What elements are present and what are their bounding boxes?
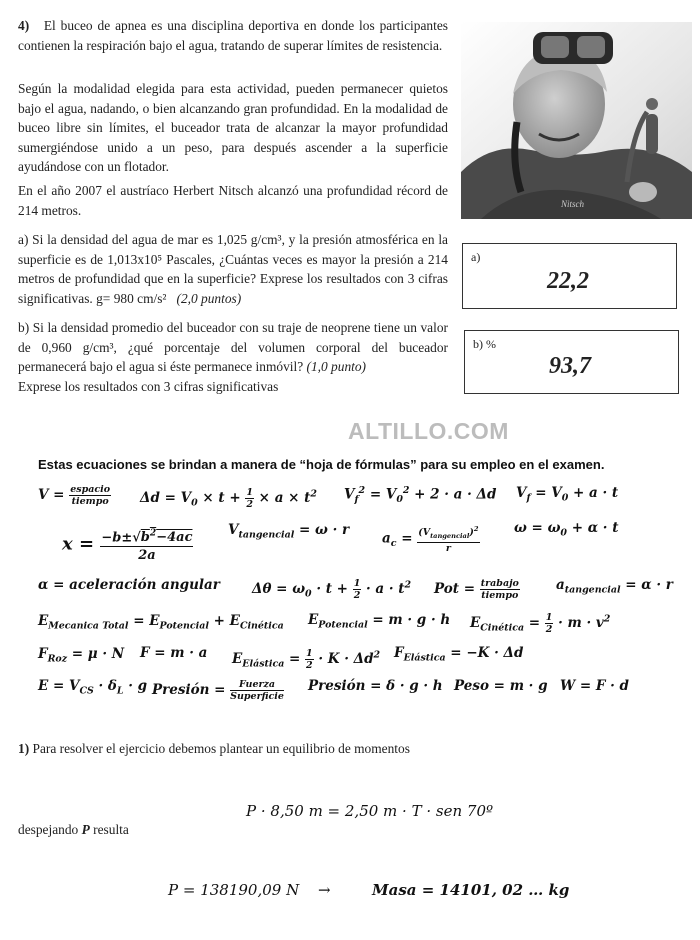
- formula-newton: F = m · a: [140, 645, 208, 661]
- solution-mass: [372, 881, 569, 899]
- formula-pressure-def: Presión = $\frac{\text{Fuerza}}{\text{Superficie}}$: [152, 679, 284, 702]
- solution-equation: P · 8,50 m = 2,50 m · T · sen 70º: [246, 802, 494, 820]
- formula-centripetal: $a_c$ = $\frac{(V_{tangencial})^2}{r}$: [382, 525, 479, 555]
- formulas-heading: Estas ecuaciones se brindan a manera de “hoja de fórmulas” para su empleo en el examen.: [38, 457, 605, 472]
- part-b-note: Exprese los resultados con 3 cifras significativas: [18, 378, 279, 394]
- formula-kinetic: $E_{Cinética}$ = $\frac{1}{2}$ · $m \cdot v^2$: [470, 612, 611, 635]
- formula-v-tangential: $V_{tangencial} = \omega \cdot r$: [228, 522, 350, 541]
- formula-power: Pot = $\frac{\text{trabajo}}{\text{tiempo}}$: [434, 578, 519, 601]
- solution-number: 1): [18, 741, 30, 756]
- formula-delta-theta: $\Delta\theta = \omega_0 \cdot t$ + $\frac{1}{2}$ · $a \cdot t^2$: [252, 578, 412, 601]
- answer-a-value: 22,2: [547, 268, 589, 294]
- formula-weight: Peso = m · g: [454, 678, 548, 694]
- answer-box-b: [464, 330, 679, 394]
- problem-intro-3: En el año 2007 el austríaco Herbert Nitsch alcanzó una profundidad récord de 214 metros.: [18, 183, 448, 218]
- answer-box-a: [462, 243, 677, 309]
- problem-intro-2: Según la modalidad elegida para esta actividad, pueden permanecer quietos bajo el agua, nadando, o bien alcanzando gran profundidad. En la modalidad de buceo libre sin límites, el buceador trata de alcanzar la mayor profundidad sumergiéndose unido a un peso, para después ascender a la superficie ayudándose con un flotador.: [18, 81, 448, 174]
- formula-velocity: V = $\frac{\text{espacio}}{\text{tiempo}}$: [38, 484, 111, 507]
- formula-buoyancy: $E = V_{CS} \cdot \delta_L \cdot g$: [38, 678, 148, 697]
- formula-mech-energy: $E_{Mecanica Total} = E_{Potencial} + E_{Cinética}$: [38, 613, 284, 632]
- problem-intro-1-text: El buceo de apnea es una disciplina deportiva en donde los participantes contienen la respiración bajo el agua, tratando de superar límites de resistencia.: [18, 18, 448, 53]
- solution-result-p: P = 138190,09 N: [168, 881, 300, 899]
- svg-text:Nitsch: Nitsch: [561, 199, 585, 209]
- solution-mass-label: Masa: [372, 881, 417, 899]
- solution-intro-text: Para resolver el ejercicio debemos plantear un equilibrio de momentos: [32, 741, 410, 756]
- problem-intro-1: [18, 16, 448, 55]
- problem-number: 4): [18, 18, 30, 33]
- solution-despejando-var: P: [81, 822, 90, 837]
- formula-elastic-force: $F_{Elástica} = -K \cdot \Delta d$: [394, 645, 524, 664]
- part-b-text: b) Si la densidad promedio del buceador con su traje de neoprene tiene un valor de 0,960 g/cm³, ¿qué porcentaje del volumen corporal del buceador permanecerá bajo el agua si éste permanece inmóvil?: [18, 320, 448, 374]
- formula-friction: $F_{Roz} = \mu \cdot N$: [38, 646, 125, 665]
- answer-b-value: 93,7: [549, 353, 591, 379]
- solution-despejando: [18, 822, 129, 838]
- formula-work: W = F · d: [560, 678, 629, 694]
- formula-displacement: $\Delta d = V_0 \times t$ + $\frac{1}{2}$ × $a \times t^2$: [140, 487, 317, 510]
- part-b-question: [18, 318, 448, 396]
- part-a-text: a) Si la densidad del agua de mar es 1,025 g/cm³, y la presión atmosférica en la superficie es de 1,013x10⁵ Pascales, ¿Cuántas veces es mayor la presión a 214 metros de profundidad que en la superficie? Exprese los resultados con 3 cifras significativas. g= 980 cm/s²: [18, 232, 448, 306]
- formula-a-tangential: $a_{tangencial} = \alpha \cdot r$: [556, 577, 673, 596]
- solution-intro: [18, 741, 410, 757]
- formula-vf-squared: $V_f^2 = V_0^2 + 2 \cdot a \cdot \Delta d$: [344, 485, 497, 506]
- solution-despejando-text: despejando: [18, 822, 79, 837]
- diver-photo-illustration: [461, 22, 692, 219]
- formula-potential: $E_{Potencial} = m \cdot g \cdot h$: [308, 612, 451, 631]
- formula-omega: $\omega = \omega_0 + \alpha \cdot t$: [514, 520, 619, 539]
- solution-mass-value: = 14101, 02 … kg: [421, 881, 570, 899]
- formula-alpha: α = aceleración angular: [38, 577, 220, 593]
- answer-b-label: b) %: [473, 337, 496, 351]
- formula-pressure-hydro: Presión = δ · g · h: [308, 678, 443, 694]
- part-b-points: (1,0 punto): [306, 359, 367, 374]
- solution-arrow: →: [318, 881, 331, 899]
- formula-elastic-energy: $E_{Elástica}$ = $\frac{1}{2}$ · $K \cdot \Delta d^2$: [232, 648, 381, 671]
- formula-vf: $V_f = V_0 + a \cdot t$: [516, 485, 619, 504]
- part-a-points: (2,0 puntos): [176, 290, 242, 306]
- diver-photo: [461, 22, 692, 219]
- part-a-question: [18, 230, 448, 308]
- answer-a-label: a): [471, 250, 481, 264]
- solution-despejando-rest: resulta: [93, 822, 129, 837]
- watermark: ALTILLO.COM: [348, 418, 509, 444]
- formula-quadratic: x = $\frac{-b\pm√b^2-4ac}{2a}$: [62, 525, 193, 564]
